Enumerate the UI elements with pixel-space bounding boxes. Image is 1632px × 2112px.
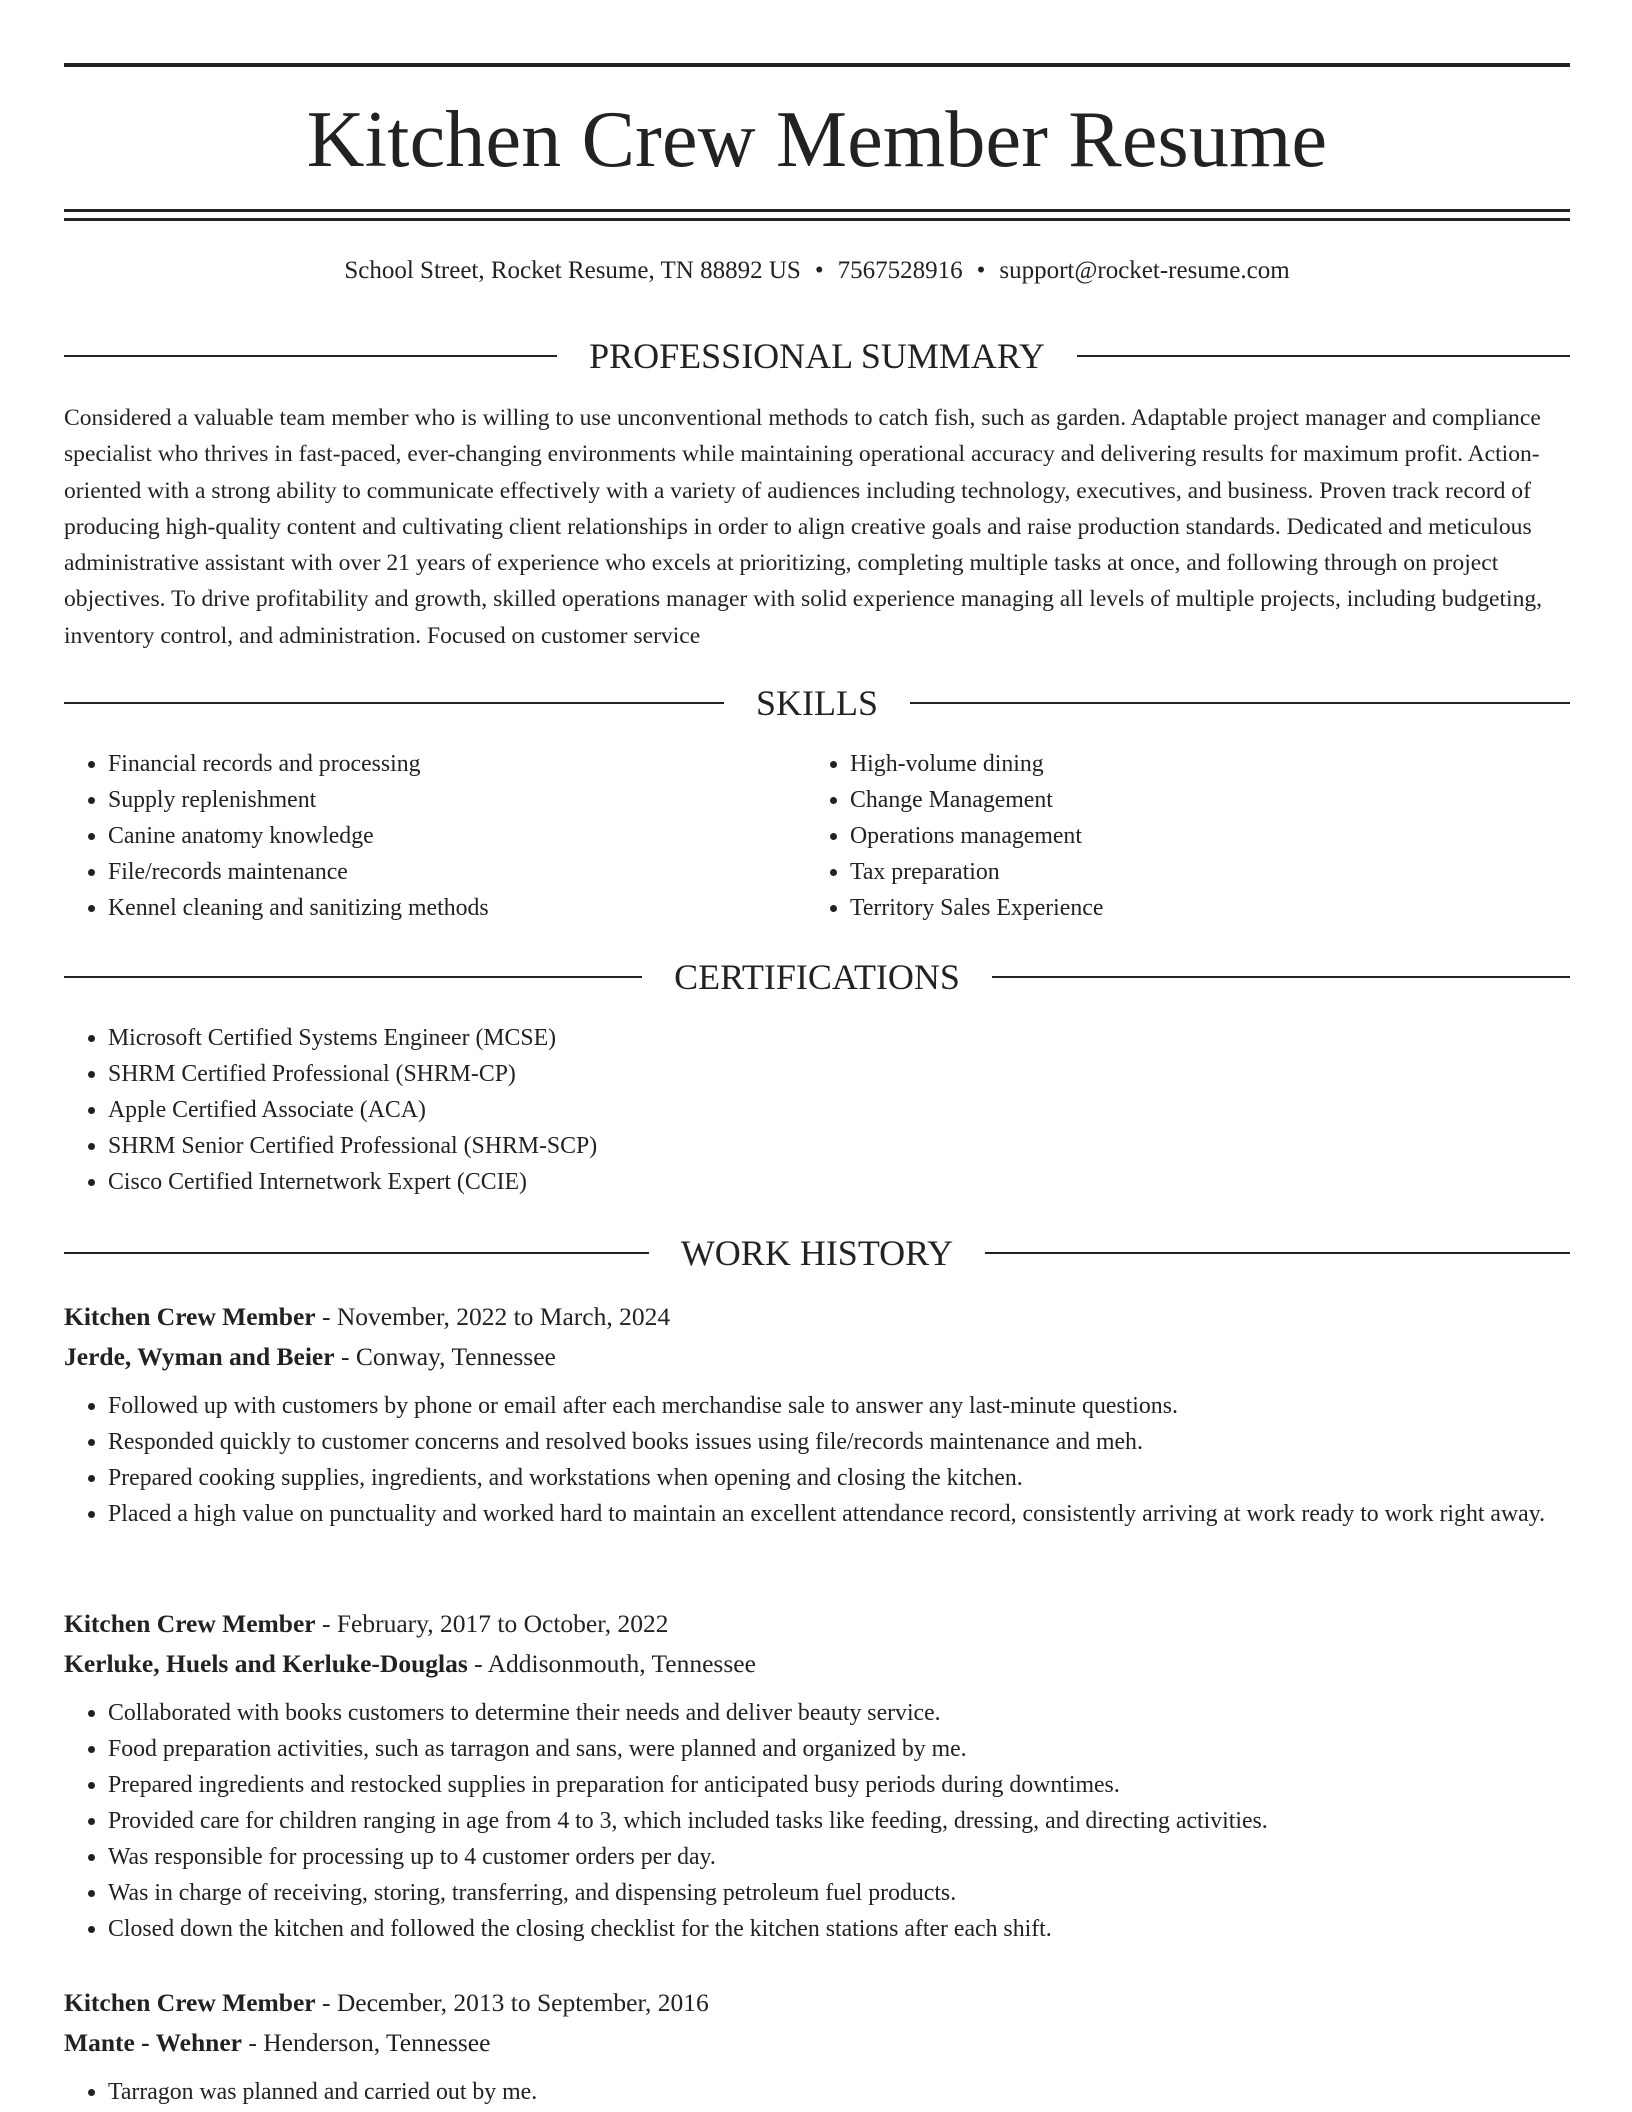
job-title-line [64, 1297, 1570, 1337]
summary-heading [64, 336, 1570, 376]
certification-item: • Microsoft Certified Systems Engineer (MCSE) [108, 1020, 1564, 1056]
job-duty: • Was responsible for processing up to 4 customer orders per day. [108, 1839, 1570, 1875]
job-role: Kitchen Crew Member [64, 1302, 316, 1331]
skill-item: • Operations management [850, 818, 1506, 854]
job-company: Jerde, Wyman and Beier [64, 1342, 335, 1371]
skill-item: • Change Management [850, 782, 1506, 818]
skill-item: • Supply replenishment [108, 782, 764, 818]
heading-rule-right [985, 1252, 1570, 1254]
certifications-heading [64, 957, 1570, 997]
heading-rule-left [64, 355, 557, 357]
page-title: Kitchen Crew Member Resume [306, 96, 1328, 184]
section-title: PROFESSIONAL SUMMARY [589, 336, 1045, 376]
certification-item: • SHRM Certified Professional (SHRM-CP) [108, 1056, 1564, 1092]
job-entry [64, 1297, 1570, 1532]
job-title-line [64, 1983, 1570, 2023]
skill-item: • Tax preparation [850, 854, 1506, 890]
job-duty: • Tarragon was planned and carried out by me. [108, 2074, 1570, 2110]
job-company: Mante - Wehner [64, 2028, 243, 2057]
contact-email: support@rocket-resume.com [999, 257, 1290, 284]
skill-item: • Kennel cleaning and sanitizing methods [108, 890, 764, 926]
summary-text: Considered a valuable team member who is willing to use unconventional methods to catch fish, such as garden. Adaptable project manager and compliance specialist who thrives in fast-paced, ever-changing environments while maintaining operational accuracy and delivering results for maximum profit. Action-oriented with a strong ability to communicate effectively with a variety of audiences including technology, executives, and business. Proven track record of producing high-quality content and cultivating client relationships in order to align creative goals and raise production standards. Dedicated and meticulous administrative assistant with over 21 years of experience who excels at prioritizing, completing multiple tasks at once, and following through on project objectives. To drive profitability and growth, skilled operations manager with solid experience managing all levels of multiple projects, including budgeting, inventory control, and administration. Focused on customer service [64, 405, 1543, 649]
title-rule-upper [64, 209, 1570, 212]
job-duty: • Closed down the kitchen and followed the closing checklist for the kitchen stations after each shift. [108, 1911, 1570, 1947]
job-duties [64, 1695, 1570, 1947]
skill-item: • Territory Sales Experience [850, 890, 1506, 926]
skill-item: • High-volume dining [850, 746, 1506, 782]
job-location: - Conway, Tennessee [334, 1342, 556, 1371]
work-history-heading [64, 1233, 1570, 1273]
heading-rule-right [1077, 355, 1570, 357]
heading-rule-left [64, 702, 724, 704]
job-company-line [64, 2023, 1570, 2063]
title-rule-lower [64, 218, 1570, 221]
job-duty: • Responded quickly to customer concerns and resolved books issues using file/records maintenance and meh. [108, 1424, 1570, 1460]
section-title: WORK HISTORY [680, 1233, 954, 1273]
certification-item: • SHRM Senior Certified Professional (SHRM-SCP) [108, 1128, 1564, 1164]
skills-heading [64, 683, 1570, 723]
job-location: - Henderson, Tennessee [242, 2028, 491, 2057]
job-company: Kerluke, Huels and Kerluke-Douglas [64, 1649, 468, 1678]
job-dates: - November, 2022 to March, 2024 [315, 1302, 671, 1331]
job-role: Kitchen Crew Member [64, 1988, 316, 2017]
job-duty: • Food preparation activities, such as tarragon and sans, were planned and organized by me. [108, 1731, 1570, 1767]
certification-item: • Apple Certified Associate (ACA) [108, 1092, 1564, 1128]
contact-phone: 7567528916 [837, 257, 963, 284]
heading-rule-right [992, 976, 1570, 978]
skills-right-column [806, 746, 1506, 926]
job-dates: - February, 2017 to October, 2022 [315, 1609, 669, 1638]
contact-separator: • [976, 257, 986, 284]
title-block [64, 63, 1570, 221]
job-duties [64, 2074, 1570, 2110]
heading-rule-right [910, 702, 1570, 704]
contact-separator: • [814, 257, 824, 284]
job-company-line [64, 1337, 1570, 1377]
job-duties [64, 1388, 1570, 1532]
job-entry [64, 1604, 1570, 1947]
job-entry [64, 1983, 1570, 2110]
section-title: CERTIFICATIONS [674, 957, 960, 997]
skills-left-column [64, 746, 764, 926]
heading-rule-left [64, 976, 642, 978]
job-duty: • Placed a high value on punctuality and worked hard to maintain an excellent attendance record, consistently arriving at work ready to work right away. [108, 1496, 1570, 1532]
job-duty: • Was in charge of receiving, storing, transferring, and dispensing petroleum fuel products. [108, 1875, 1570, 1911]
top-rule [64, 63, 1570, 67]
job-duty: • Prepared cooking supplies, ingredients, and workstations when opening and closing the kitchen. [108, 1460, 1570, 1496]
job-location: - Addisonmouth, Tennessee [467, 1649, 756, 1678]
job-dates: - December, 2013 to September, 2016 [315, 1988, 709, 2017]
skill-item: • Canine anatomy knowledge [108, 818, 764, 854]
certifications-list [64, 1020, 1564, 1200]
section-title: SKILLS [756, 683, 879, 723]
contact-address: School Street, Rocket Resume, TN 88892 US [344, 257, 801, 284]
skill-item: • File/records maintenance [108, 854, 764, 890]
job-company-line [64, 1644, 1570, 1684]
heading-rule-left [64, 1252, 649, 1254]
job-role: Kitchen Crew Member [64, 1609, 316, 1638]
contact-line [64, 256, 1570, 286]
job-duty: • Prepared ingredients and restocked supplies in preparation for anticipated busy periods during downtimes. [108, 1767, 1570, 1803]
certification-item: • Cisco Certified Internetwork Expert (CCIE) [108, 1164, 1564, 1200]
job-title-line [64, 1604, 1570, 1644]
job-duty: • Provided care for children ranging in age from 4 to 3, which included tasks like feeding, dressing, and directing activities. [108, 1803, 1570, 1839]
skill-item: • Financial records and processing [108, 746, 764, 782]
job-duty: • Collaborated with books customers to determine their needs and deliver beauty service. [108, 1695, 1570, 1731]
job-duty: • Followed up with customers by phone or email after each merchandise sale to answer any last-minute questions. [108, 1388, 1570, 1424]
